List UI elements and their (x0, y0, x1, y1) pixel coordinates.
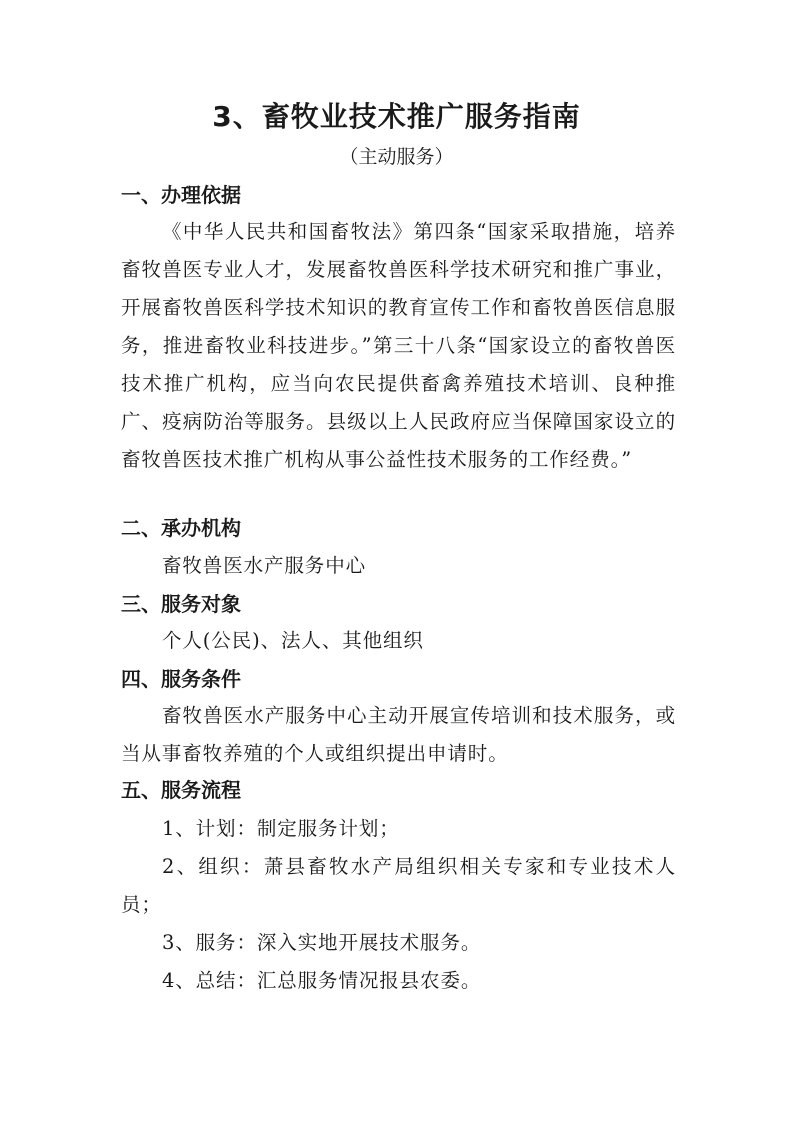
section-heading-basis: 一、办理依据 (121, 183, 241, 207)
page-title: 3、畜牧业技术推广服务指南 (212, 100, 581, 133)
process-step: 1、计划：制定服务计划； (161, 817, 400, 840)
section-heading-process: 五、服务流程 (121, 778, 241, 802)
section-heading-organization: 二、承办机构 (121, 516, 241, 540)
section-heading-conditions: 四、服务条件 (121, 667, 241, 691)
section-body-target: 个人(公民)、法人、其他组织 (162, 629, 424, 652)
process-step: 2、组织：萧县畜牧水产局组织相关专家和专业技术人员； (121, 855, 676, 916)
section-body-conditions: 畜牧兽医水产服务中心主动开展宣传培训和技术服务，或当从事畜牧养殖的个人或组织提出申请时。 (121, 704, 676, 765)
process-step: 3、服务：深入实地开展技术服务。 (161, 931, 482, 954)
page-subtitle: （主动服务） (339, 146, 454, 168)
section-body-organization: 畜牧兽医水产服务中心 (162, 554, 367, 577)
process-step: 4、总结：汇总服务情况报县农委。 (161, 969, 482, 992)
section-body-basis: 《中华人民共和国畜牧法》第四条“国家采取措施，培养畜牧兽医专业人才，发展畜牧兽医科学技术研究和推广事业，开展畜牧兽医科学技术知识的教育宣传工作和畜牧兽医信息服务，推进畜牧业科技进步。”第三十八条“国家设立的畜牧兽医技术推广机构，应当向农民提供畜禽养殖技术培训、良种推广、疫病防治等服务。县级以上人民政府应当保障国家设立的畜牧兽医技术推广机构从事公益性技术服务的工作经费。” (121, 220, 676, 471)
section-heading-target: 三、服务对象 (121, 592, 241, 616)
